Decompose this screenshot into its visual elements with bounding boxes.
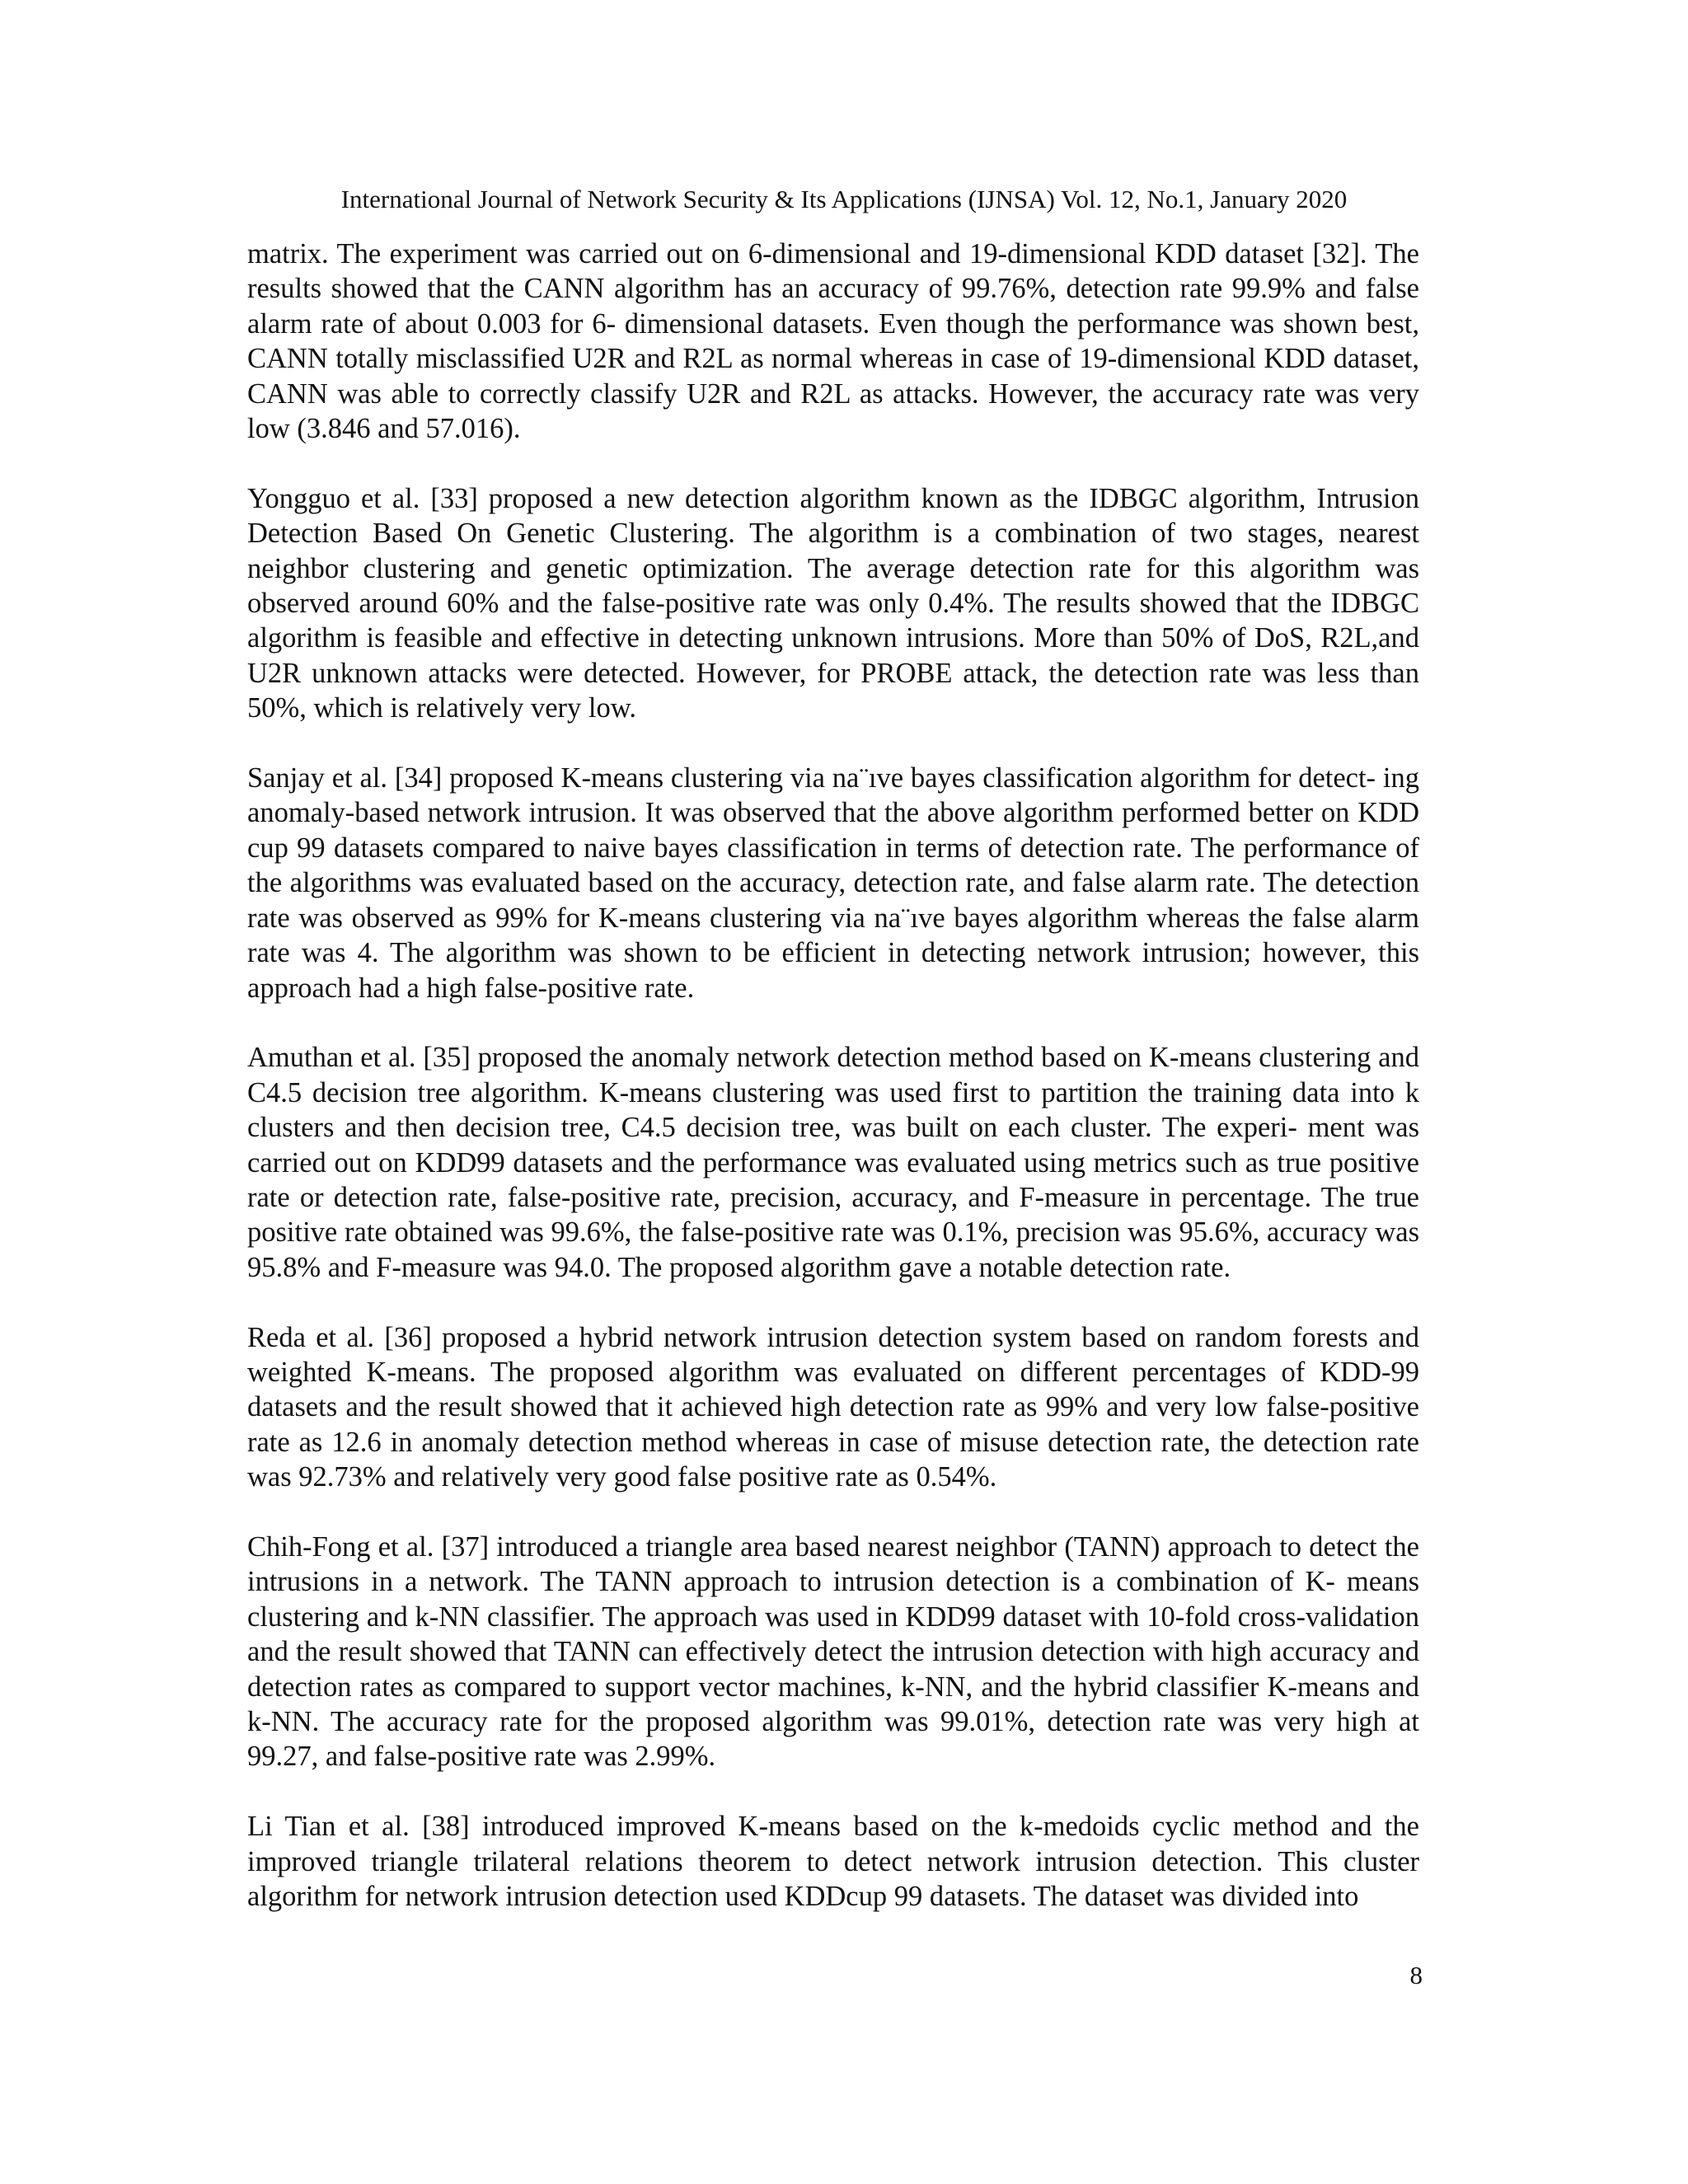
paragraph-chih-fong-tann: Chih-Fong et al. [37] introduced a triangle area based nearest neighbor (TANN) approach to detect the intrusions in a network. The TANN approach to intrusion detection is a combination of K- means clustering and k-NN classifier. The approach was used in KDD99 dataset with 10-fold cross-validation and the result showed that TANN can effectively detect the intrusion detection with high accuracy and detection rates as compared to support vector machines, k-NN, and the hybrid classifier K-means and k-NN. The accuracy rate for the proposed algorithm was 99.01%, detection rate was very high at 99.27, and false-positive rate was 2.99%. [247, 1530, 1419, 1773]
journal-running-header: International Journal of Network Security & Its Applications (IJNSA) Vol. 12, No.1, January 2020 [340, 185, 1348, 213]
paragraph-cann-results: matrix. The experiment was carried out on 6-dimensional and 19-dimensional KDD dataset [32]. The results showed that the CANN algorithm has an accuracy of 99.76%, detection rate 99.9% and false alarm rate of about 0.003 for 6- dimensional datasets. Even though the performance was shown best, CANN totally misclassified U2R and R2L as normal whereas in case of 19-dimensional KDD dataset, CANN was able to correctly classify U2R and R2L as attacks. However, the accuracy rate was very low (3.846 and 57.016). [247, 238, 1419, 445]
body-text [247, 237, 1419, 1914]
paragraph-yongguo-idbgc: Yongguo et al. [33] proposed a new detection algorithm known as the IDBGC algorithm, Intrusion Detection Based On Genetic Clustering. The algorithm is a combination of two stages, nearest neighbor clustering and genetic optimization. The average detection rate for this algorithm was observed around 60% and the false-positive rate was only 0.4%. The results showed that the IDBGC algorithm is feasible and effective in detecting unknown intrusions. More than 50% of DoS, R2L,and U2R unknown attacks were detected. However, for PROBE attack, the detection rate was less than 50%, which is relatively very low. [247, 482, 1419, 724]
page-number: 8 [1409, 1961, 1423, 1990]
paragraph-reda-hybrid: Reda et al. [36] proposed a hybrid network intrusion detection system based on random forests and weighted K-means. The proposed algorithm was evaluated on different percentages of KDD-99 datasets and the result showed that it achieved high detection rate as 99% and very low false-positive rate as 12.6 in anomaly detection method whereas in case of misuse detection rate, the detection rate was 92.73% and relatively very good false positive rate as 0.54%. [247, 1321, 1419, 1493]
paragraph-amuthan-c45: Amuthan et al. [35] proposed the anomaly network detection method based on K-means clustering and C4.5 decision tree algorithm. K-means clustering was used first to partition the training data into k clusters and then decision tree, C4.5 decision tree, was built on each cluster. The experi- ment was carried out on KDD99 datasets and the performance was evaluated using metrics such as true positive rate or detection rate, false-positive rate, precision, accuracy, and F-measure in percentage. The true positive rate obtained was 99.6%, the false-positive rate was 0.1%, precision was 95.6%, accuracy was 95.8% and F-measure was 94.0. The proposed algorithm gave a notable detection rate. [247, 1042, 1419, 1283]
paragraph-sanjay-kmeans-naive-bayes: Sanjay et al. [34] proposed K-means clustering via na¨ıve bayes classification algorithm for detect- ing anomaly-based network intrusion. It was observed that the above algorithm performed better on KDD cup 99 datasets compared to naive bayes classification in terms of detection rate. The performance of the algorithms was evaluated based on the accuracy, detection rate, and false alarm rate. The detection rate was observed as 99% for K-means clustering via na¨ıve bayes algorithm whereas the false alarm rate was 4. The algorithm was shown to be efficient in detecting network intrusion; however, this approach had a high false-positive rate. [247, 762, 1419, 1004]
paragraph-li-tian-kmedoids: Li Tian et al. [38] introduced improved K-means based on the k-medoids cyclic method and the improved triangle trilateral relations theorem to detect network intrusion detection. This cluster algorithm for network intrusion detection used KDDcup 99 datasets. The dataset was divided into [247, 1811, 1419, 1912]
